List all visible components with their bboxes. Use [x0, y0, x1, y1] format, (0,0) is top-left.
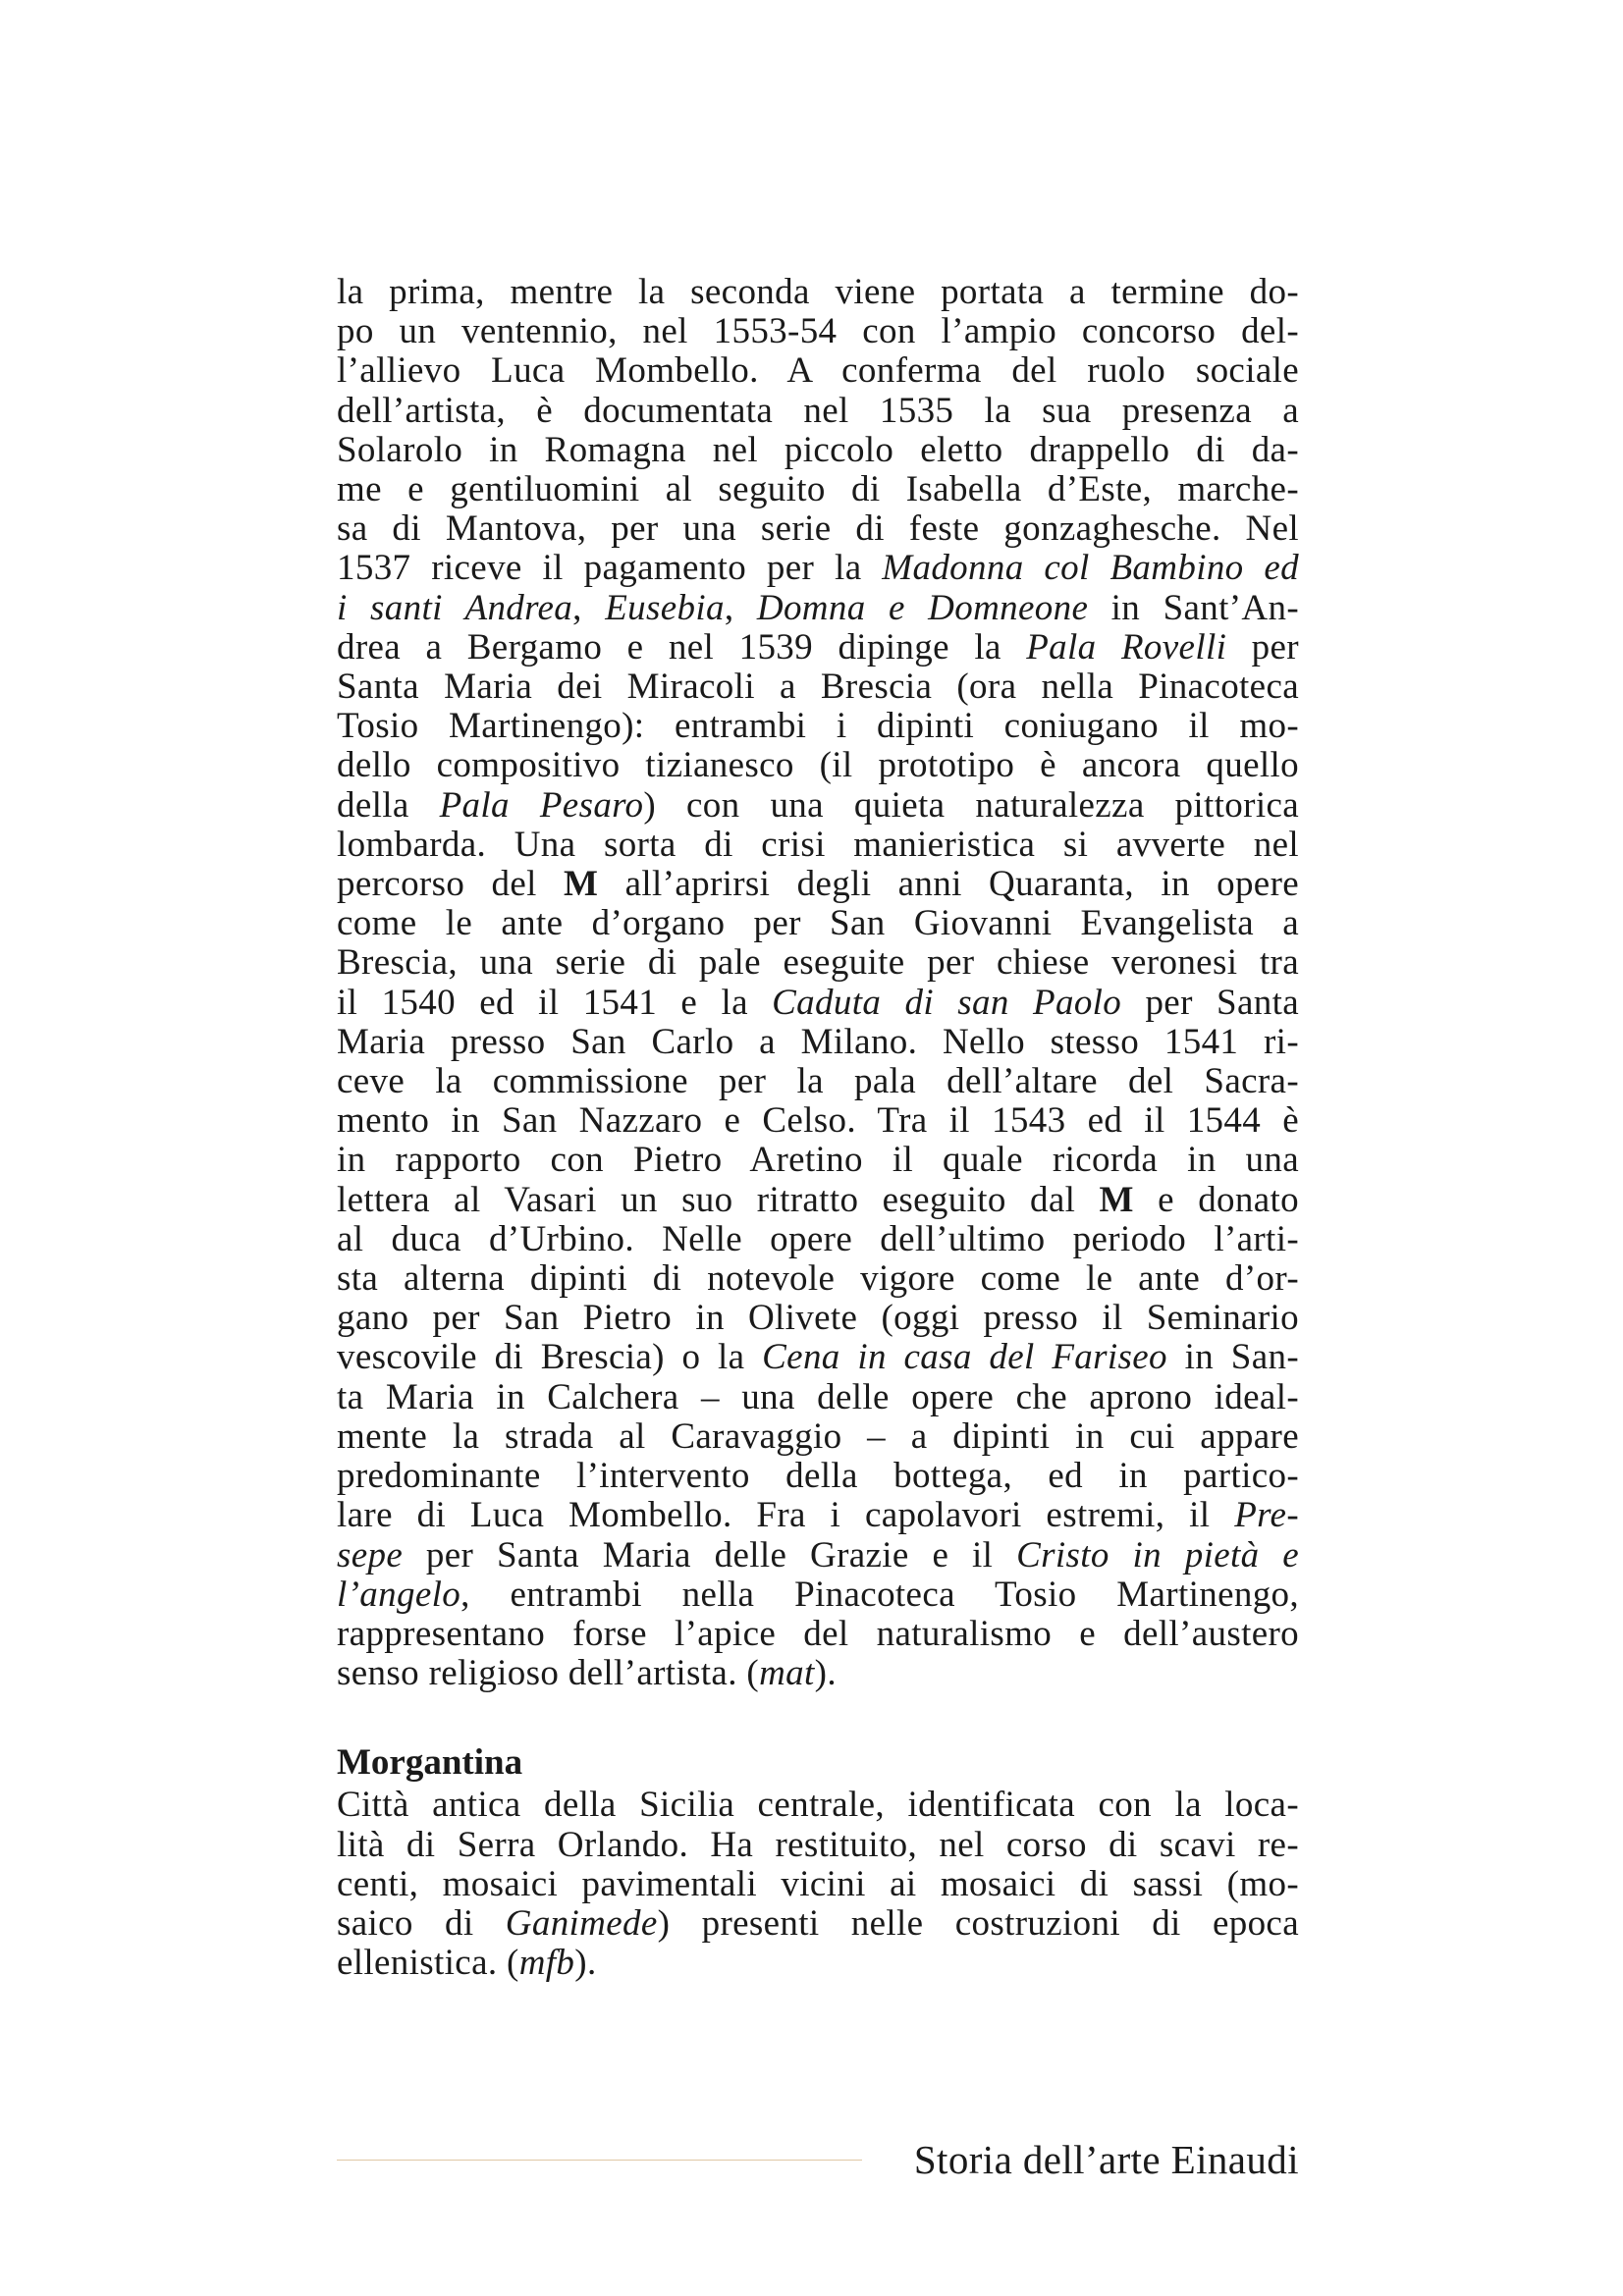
text-line	[337, 431, 1299, 470]
page-footer	[337, 2135, 1299, 2184]
text-run: mente la strada al Caravaggio – a dipinti in cui appare	[337, 1415, 1299, 1457]
text-run: saico di	[337, 1902, 506, 1944]
text-run: ) con una quieta naturalezza pittorica	[643, 784, 1299, 826]
text-run: per Santa Maria delle Grazie e il	[403, 1534, 1017, 1575]
text-line	[337, 786, 1299, 826]
text-line	[337, 904, 1299, 943]
text-run: sta alterna dipinti di notevole vigore come le ante d’or-	[337, 1258, 1299, 1300]
text-run: mento in San Nazzaro e Celso. Tra il 1543 ed il 1544 è	[337, 1100, 1299, 1142]
text-run: in San-	[1166, 1337, 1300, 1378]
text-line	[337, 589, 1299, 628]
text-line	[337, 1865, 1299, 1904]
text-run: al duca d’Urbino. Nelle opere dell’ultimo periodo l’arti-	[337, 1218, 1299, 1259]
italic-text: sepe	[337, 1534, 404, 1575]
bold-text: M	[564, 864, 599, 905]
italic-text: Cena in casa del Fariseo	[762, 1337, 1167, 1378]
entry-heading: Morgantina	[337, 1742, 523, 1784]
page-content	[337, 273, 1299, 1983]
text-run: ta Maria in Calchera – una delle opere che aprono ideal-	[337, 1376, 1299, 1417]
text-line	[337, 1457, 1299, 1496]
text-run: sa di Mantova, per una serie di feste gonzaghesche. Nel	[337, 508, 1299, 550]
text-line	[337, 1496, 1299, 1535]
text-line	[337, 1338, 1299, 1377]
text-run: predominante l’intervento della bottega, ed in partico-	[337, 1456, 1299, 1497]
footer-title: Storia dell’arte Einaudi	[913, 2137, 1299, 2182]
text-line	[337, 628, 1299, 667]
text-line	[337, 1220, 1299, 1259]
text-run: Santa Maria dei Miracoli a Brescia (ora nella Pinacoteca	[337, 667, 1299, 708]
text-run: per Santa	[1121, 982, 1299, 1023]
text-run: in rapporto con Pietro Aretino il quale ricorda in una	[337, 1140, 1299, 1181]
italic-text: Pala Pesaro	[439, 784, 644, 826]
italic-text: Eusebia	[605, 587, 725, 628]
text-run: Solarolo in Romagna nel piccolo eletto drappello di da-	[337, 429, 1299, 470]
italic-text: Cristo in pietà e	[1016, 1534, 1300, 1575]
text-line	[337, 1378, 1299, 1417]
text-run: po un ventennio, nel 1553-54 con l’ampio concorso del-	[337, 311, 1299, 352]
text-run: rappresentano forse l’apice del naturalismo e dell’austero	[337, 1613, 1299, 1654]
text-line	[337, 351, 1299, 391]
text-run: 1537 riceve il pagamento per la	[337, 548, 883, 589]
italic-text: Pre-	[1234, 1495, 1299, 1536]
text-run: lettera al Vasari un suo ritratto eseguito dal	[337, 1179, 1100, 1220]
italic-text: Caduta di san Paolo	[772, 982, 1122, 1023]
text-line	[337, 509, 1299, 549]
text-run: , entrambi nella Pinacoteca Tosio Martinengo,	[460, 1574, 1299, 1615]
continued-entry-text	[337, 273, 1299, 1693]
text-run: ).	[574, 1943, 597, 1984]
text-run: me e gentiluomini al seguito di Isabella d’Este, marche-	[337, 469, 1299, 510]
italic-text: Domna e Domneone	[756, 587, 1089, 628]
text-line	[337, 1654, 1299, 1693]
text-run: centi, mosaici pavimentali vicini ai mosaici di sassi (mo-	[337, 1863, 1299, 1904]
italic-text: mat	[759, 1653, 815, 1694]
text-line	[337, 1259, 1299, 1299]
text-line	[337, 707, 1299, 746]
text-line	[337, 549, 1299, 588]
italic-text: mfb	[518, 1943, 575, 1984]
text-run: per	[1226, 626, 1299, 667]
text-run: all’aprirsi degli anni Quaranta, in opere	[598, 864, 1300, 905]
text-run: e donato	[1133, 1179, 1299, 1220]
text-line	[337, 1417, 1299, 1457]
italic-text: Ganimede	[505, 1902, 658, 1944]
text-run: l’allievo Luca Mombello. A conferma del ruolo sociale	[337, 350, 1299, 392]
text-line	[337, 1575, 1299, 1615]
text-line	[337, 1944, 1299, 1983]
text-line	[337, 1299, 1299, 1338]
text-line	[337, 746, 1299, 785]
italic-text: Madonna col Bambino ed	[882, 548, 1299, 589]
text-run: lità di Serra Orlando. Ha restituito, nel corso di scavi re-	[337, 1824, 1299, 1865]
text-line	[337, 1181, 1299, 1220]
text-line	[337, 984, 1299, 1023]
text-run: drea a Bergamo e nel 1539 dipinge la	[337, 626, 1027, 667]
text-run: percorso del	[337, 864, 565, 905]
bold-text: M	[1099, 1179, 1134, 1220]
text-run: ).	[814, 1653, 837, 1694]
text-line	[337, 392, 1299, 431]
text-run: Brescia, una serie di pale eseguite per chiese veronesi tra	[337, 942, 1299, 984]
text-line	[337, 1023, 1299, 1062]
italic-text: i santi Andrea	[337, 587, 573, 628]
entry-text	[337, 1786, 1299, 1983]
text-line	[337, 826, 1299, 865]
text-line	[337, 273, 1299, 312]
text-line	[337, 1786, 1299, 1825]
text-run: della	[337, 784, 440, 826]
text-run: il 1540 ed il 1541 e la	[337, 982, 773, 1023]
text-run: ceve la commissione per la pala dell’altare del Sacra-	[337, 1061, 1299, 1102]
text-line	[337, 312, 1299, 351]
text-run: lombarda. Una sorta di crisi manieristica si avverte nel	[337, 824, 1299, 865]
text-run: ,	[572, 587, 606, 628]
text-line	[337, 943, 1299, 983]
text-run: senso religioso dell’artista. (	[337, 1653, 760, 1694]
italic-text: l’angelo	[337, 1574, 461, 1615]
text-run: lare di Luca Mombello. Fra i capolavori estremi, il	[337, 1495, 1235, 1536]
text-run: in Sant’An-	[1088, 587, 1300, 628]
text-run: la prima, mentre la seconda viene portata a termine do-	[337, 272, 1299, 312]
text-line	[337, 667, 1299, 707]
footer-rule	[337, 2160, 862, 2161]
text-run: dello compositivo tizianesco (il prototipo è ancora quello	[337, 745, 1299, 786]
text-line	[337, 1904, 1299, 1944]
text-line	[337, 470, 1299, 509]
text-run: ) presenti nelle costruzioni di epoca	[657, 1902, 1299, 1944]
text-line	[337, 1141, 1299, 1180]
text-run: gano per San Pietro in Olivete (oggi presso il Seminario	[337, 1298, 1299, 1339]
text-run: dell’artista, è documentata nel 1535 la sua presenza a	[337, 390, 1299, 431]
text-run: ,	[724, 587, 757, 628]
text-run: come le ante d’organo per San Giovanni Evangelista a	[337, 903, 1299, 944]
text-line	[337, 1101, 1299, 1141]
text-run: vescovile di Brescia) o la	[337, 1337, 763, 1378]
text-line	[337, 1062, 1299, 1101]
text-line	[337, 1536, 1299, 1575]
text-run: Città antica della Sicilia centrale, identificata con la loca-	[337, 1785, 1299, 1826]
text-run: ellenistica. (	[337, 1943, 519, 1984]
text-line	[337, 865, 1299, 904]
text-line	[337, 1615, 1299, 1654]
text-line	[337, 1826, 1299, 1865]
text-run: Tosio Martinengo): entrambi i dipinti coniugano il mo-	[337, 706, 1299, 747]
italic-text: Pala Rovelli	[1026, 626, 1227, 667]
text-run: Maria presso San Carlo a Milano. Nello stesso 1541 ri-	[337, 1021, 1299, 1062]
